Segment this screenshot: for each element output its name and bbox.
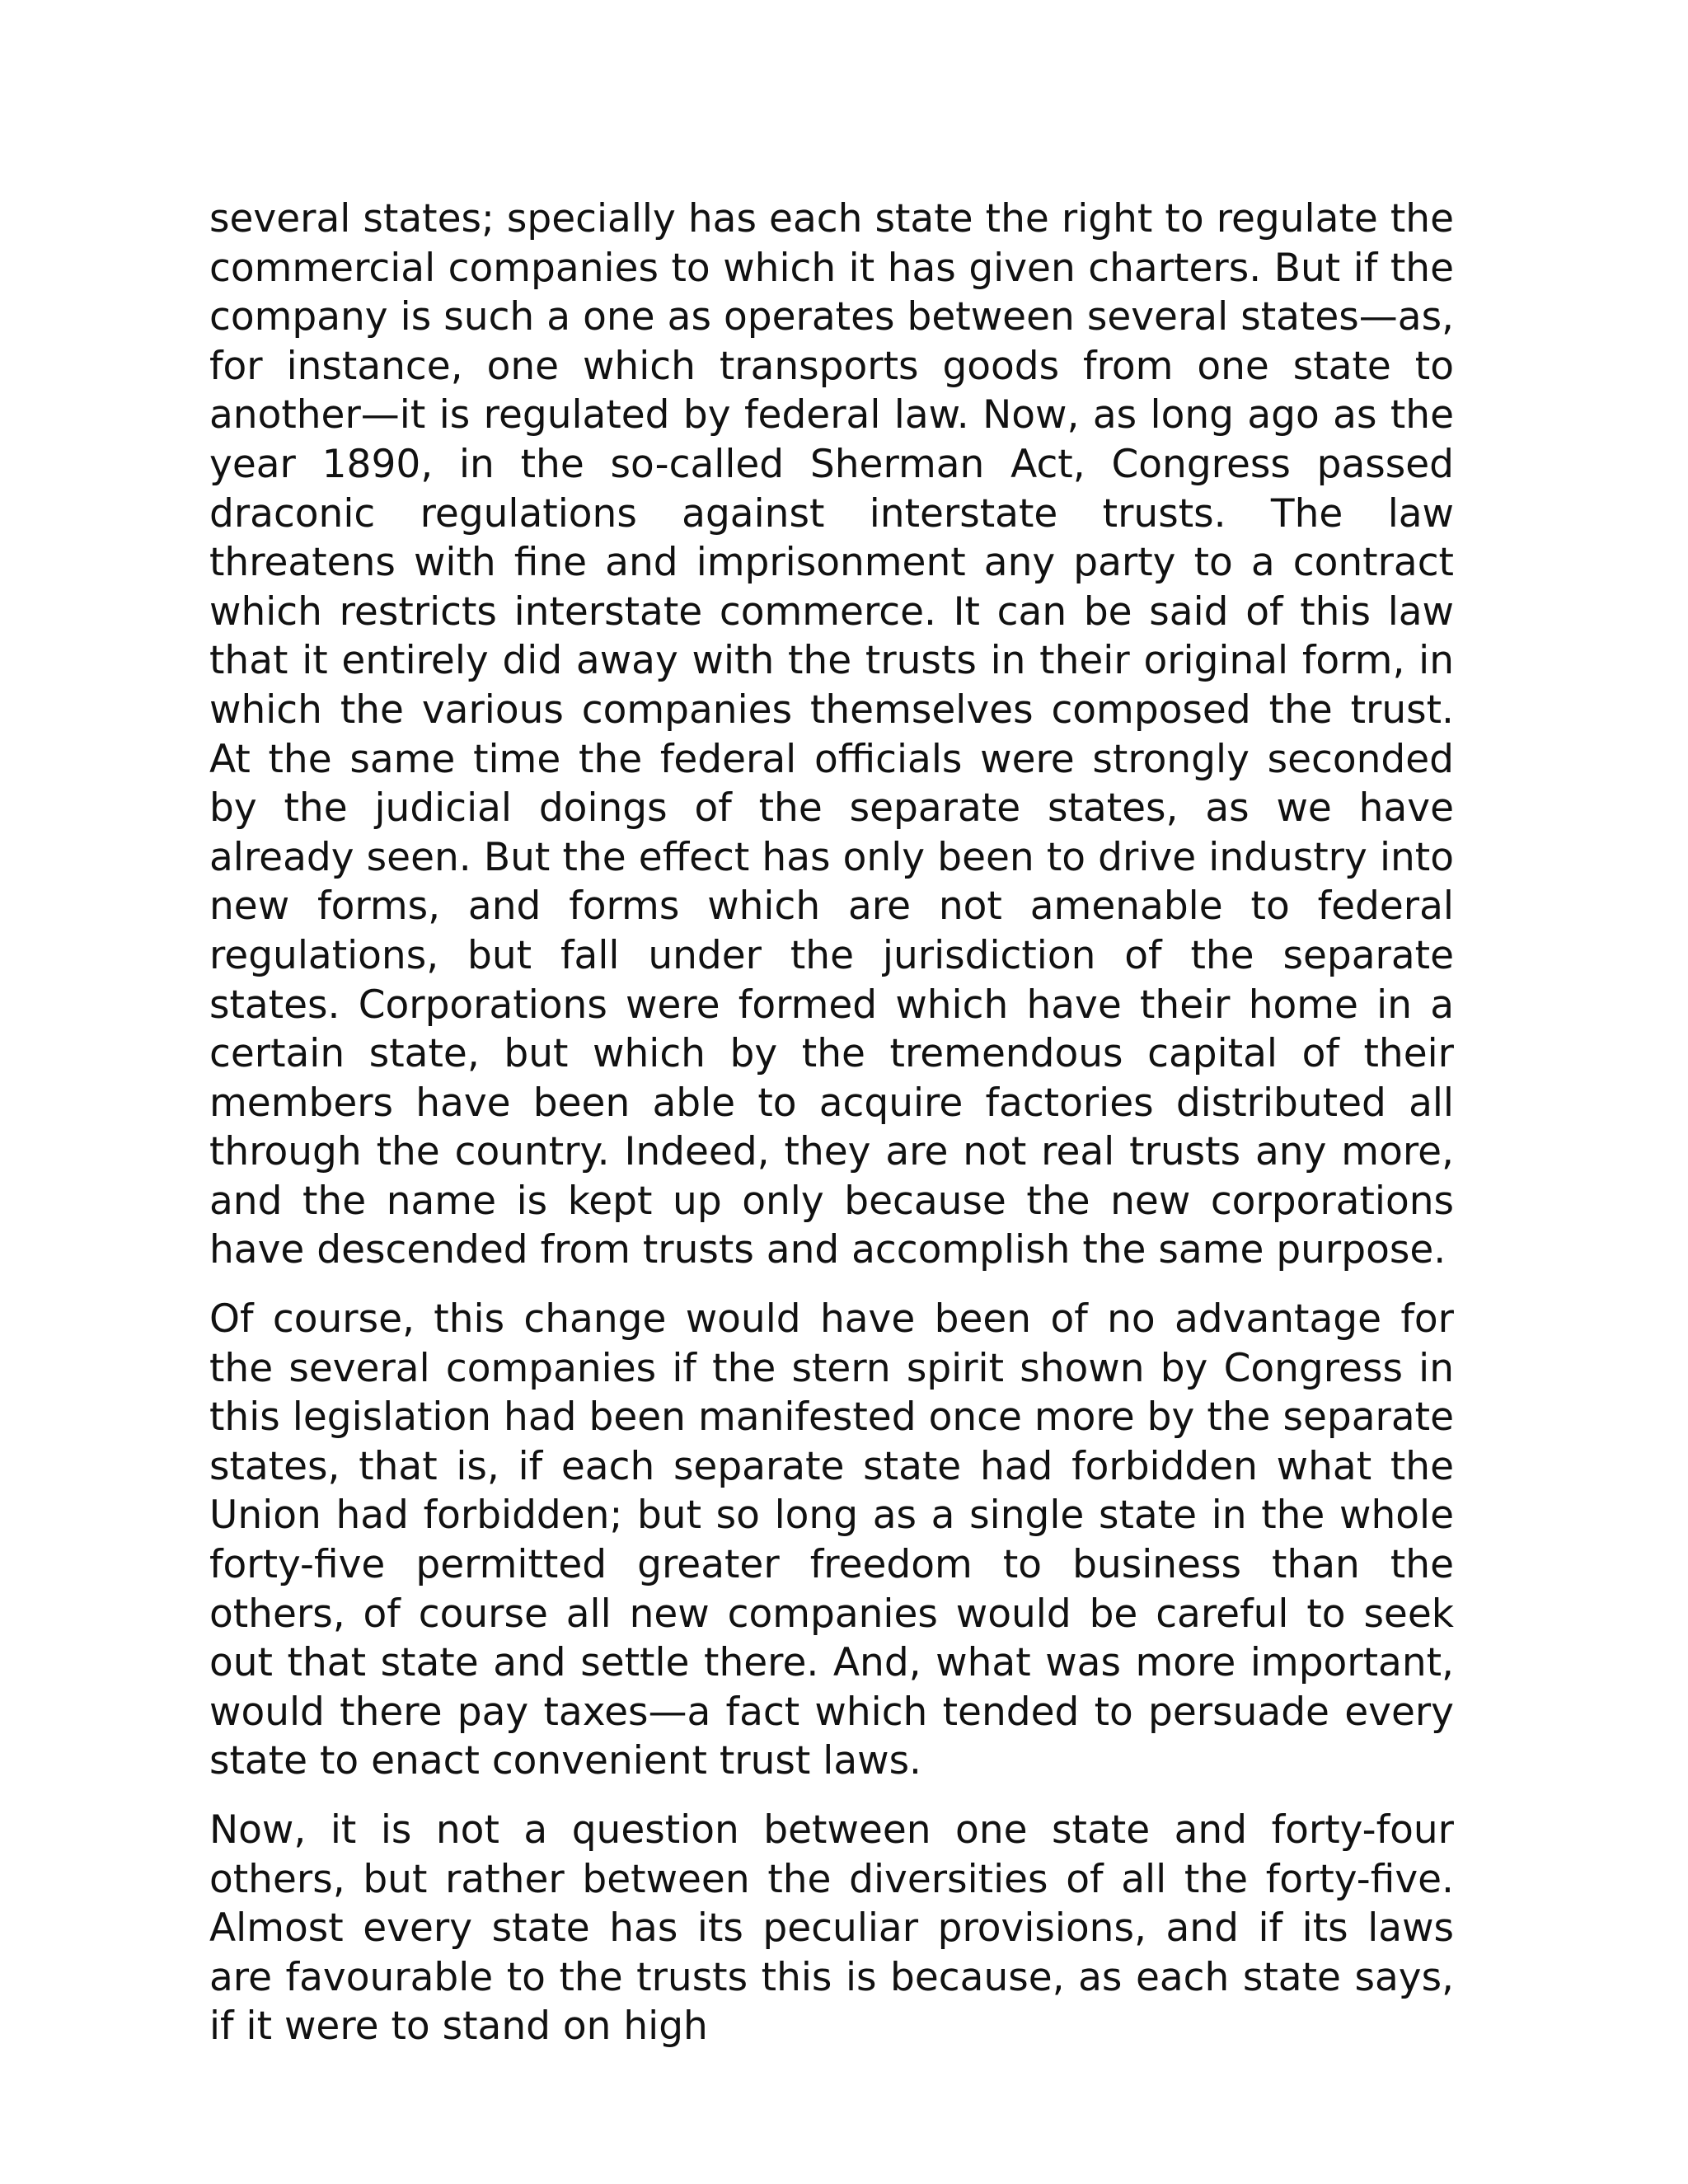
paragraph-2: Of course, this change would have been of no advantage for the several companies if the stern spirit shown by Congress in this legislation had been manifested once more by the separate states, that is, if each separate state had forbidden what the Union had forbidden; but so long as a single state in the whole forty-five permitted greater freedom to business than the others, of course all new companies would be careful to seek out that state and settle there. And, what was more important, would there pay taxes—a fact which tended to persuade every state to enact convenient trust laws. <box>209 1296 1454 1784</box>
document-page <box>209 194 1454 2071</box>
paragraph-1: several states; specially has each state the right to regulate the commercial companies to which it has given charters. But if the company is such a one as operates between several states—as, for instance, one which transports goods from one state to another—it is regulated by federal law. Now, as long ago as the year 1890, in the so-called Sherman Act, Congress passed draconic regulations against interstate trusts. The law threatens with fine and imprisonment any party to a contract which restricts interstate commerce. It can be said of this law that it entirely did away with the trusts in their original form, in which the various companies themselves composed the trust. At the same time the federal officials were strongly seconded by the judicial doings of the separate states, as we have already seen. But the effect has only been to drive industry into new forms, and forms which are not amenable to federal regulations, but fall under the jurisdiction of the separate states. Corporations were formed which have their home in a certain state, but which by the tremendous capital of their members have been able to acquire factories distributed all through the country. Indeed, they are not real trusts any more, and the name is kept up only because the new corporations have descended from trusts and accomplish the same purpose. <box>209 196 1454 1273</box>
paragraph-3: Now, it is not a question between one state and forty-four others, but rather between the diversities of all the forty-five. Almost every state has its peculiar provisions, and if its laws are favourable to the trusts this is because, as each state says, if it were to stand on high <box>209 1807 1454 2050</box>
